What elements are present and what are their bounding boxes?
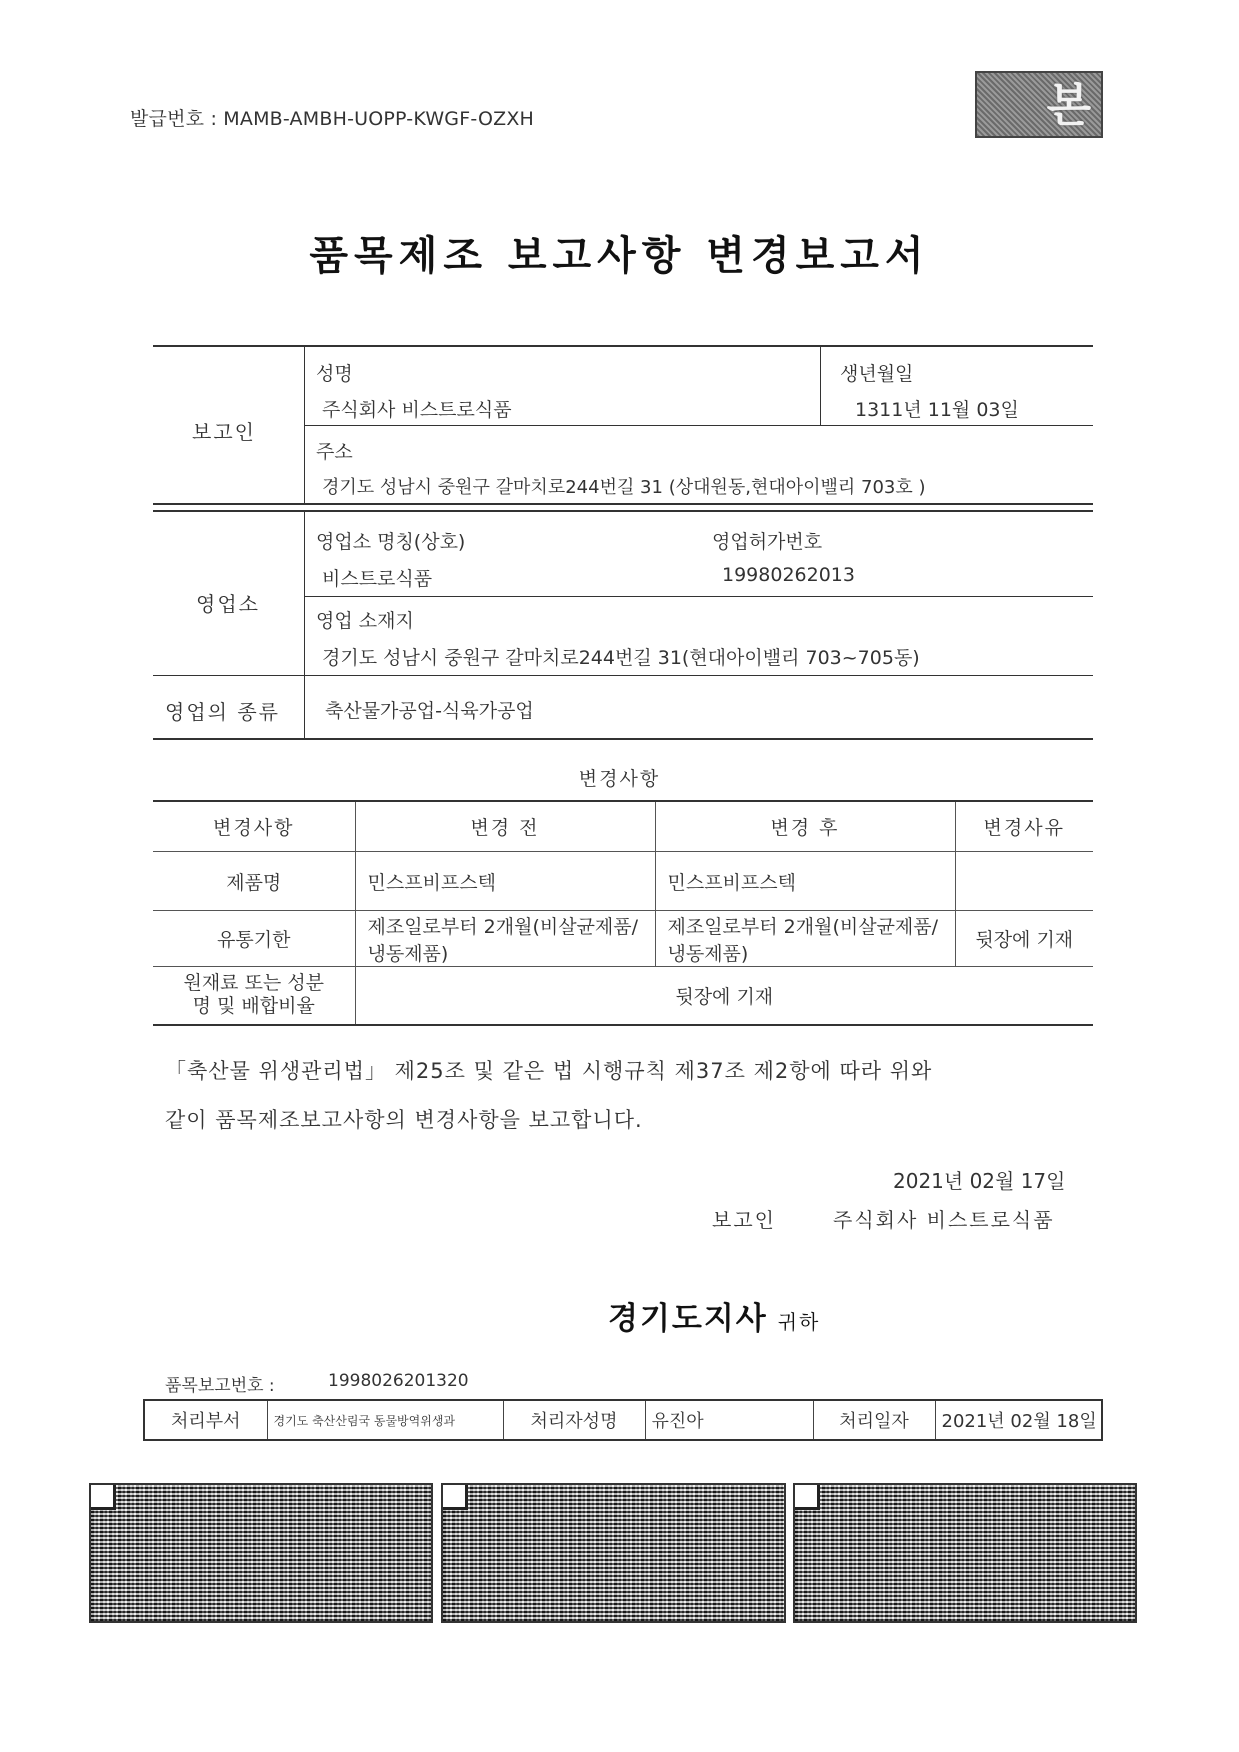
- business-type-label: 영업의 종류: [165, 700, 280, 724]
- value-after: 민스프비프스텍: [655, 852, 955, 911]
- change-item: 제품명: [153, 852, 355, 911]
- column-header: 변경 후: [655, 801, 955, 852]
- reporter-section-label: 보고인: [192, 420, 256, 444]
- changes-heading: 변경사항: [578, 768, 661, 790]
- business-divider: [304, 510, 305, 740]
- stamp-character: 본: [1046, 78, 1091, 132]
- change-item: [153, 967, 355, 1025]
- birth-date: 1311년 11월 03일: [855, 399, 1019, 421]
- verification-barcode-3: [793, 1483, 1137, 1623]
- handler-label: 처리자성명: [503, 1400, 645, 1440]
- table-row: [153, 911, 1093, 967]
- change-reason: 뒷장에 기재: [955, 911, 1093, 967]
- change-reason: [955, 852, 1093, 911]
- section-bottom-rule: [153, 738, 1093, 740]
- change-item: 유통기한: [153, 911, 355, 967]
- birth-label: 생년월일: [840, 363, 914, 385]
- value-after: 제조일로부터 2개월(비살균제품/냉동제품): [655, 911, 955, 967]
- signer-name: 주식회사 비스트로식품: [833, 1208, 1055, 1232]
- honorific: 귀하: [777, 1310, 821, 1334]
- business-type-rule: [153, 675, 1093, 676]
- reporter-divider: [304, 345, 305, 503]
- value-before: 제조일로부터 2개월(비살균제품/냉동제품): [355, 911, 655, 967]
- section-top-rule: [153, 345, 1093, 347]
- business-name-label: 영업소 명칭(상호): [316, 531, 466, 553]
- column-header: 변경사항: [153, 801, 355, 852]
- processing-table: [143, 1399, 1103, 1441]
- addressee-name: 경기도지사: [608, 1301, 768, 1337]
- changes-table: [153, 800, 1093, 1026]
- name-label: 성명: [316, 363, 353, 385]
- business-type: 축산물가공업-식육가공업: [325, 700, 534, 722]
- location-label: 영업 소재지: [316, 610, 414, 632]
- ingredients-item-line2: 명 및 배합비율: [192, 995, 315, 1018]
- document-title: 품목제조 보고사항 변경보고서: [309, 233, 930, 279]
- signer-label: 보고인: [712, 1208, 776, 1232]
- table-row: [153, 967, 1093, 1025]
- business-top-rule: [153, 510, 1093, 512]
- statement-line-1: 「축산물 위생관리법」 제25조 및 같은 법 시행규칙 제37조 제2항에 따라 위와: [165, 1059, 933, 1083]
- value-before: 민스프비프스텍: [355, 852, 655, 911]
- reporter-address: 경기도 성남시 중원구 갈마치로244번길 31 (상대원동,현대아이밸리 703호 ): [322, 477, 926, 498]
- process-date-value: 2021년 02월 18일: [935, 1400, 1102, 1440]
- process-date-label: 처리일자: [813, 1400, 935, 1440]
- business-section-label: 영업소: [196, 592, 260, 616]
- table-row: [153, 852, 1093, 911]
- license-number: 19980262013: [722, 564, 855, 586]
- ingredients-value: 뒷장에 기재: [355, 967, 1093, 1025]
- ingredients-item-line1: 원재료 또는 성분: [183, 972, 325, 995]
- report-number-label: 품목보고번호 :: [165, 1376, 275, 1396]
- table-row: [144, 1400, 1102, 1440]
- reporter-bottom-rule: [153, 503, 1093, 505]
- verification-barcode-2: [441, 1483, 786, 1623]
- statement-line-2: 같이 품목제조보고사항의 변경사항을 보고합니다.: [165, 1108, 643, 1132]
- report-date: 2021년 02월 17일: [893, 1169, 1066, 1193]
- reporter-name: 주식회사 비스트로식품: [322, 399, 512, 421]
- address-label: 주소: [316, 441, 353, 463]
- verification-barcode-1: [89, 1483, 433, 1623]
- issue-number: 발급번호 : MAMB-AMBH-UOPP-KWGF-OZXH: [130, 108, 535, 130]
- report-number: 1998026201320: [328, 1371, 469, 1391]
- column-header: 변경 전: [355, 801, 655, 852]
- column-header: 변경사유: [955, 801, 1093, 852]
- addressee: [608, 1293, 820, 1338]
- dept-value: 경기도 축산산림국 동물방역위생과: [267, 1400, 503, 1440]
- reporter-mid-rule: [304, 425, 1093, 426]
- business-name: 비스트로식품: [322, 568, 433, 590]
- dept-label: 처리부서: [144, 1400, 267, 1440]
- business-location: 경기도 성남시 중원구 갈마치로244번길 31(현대아이밸리 703~705동): [322, 647, 920, 669]
- changes-header-row: [153, 801, 1093, 852]
- business-mid-rule: [304, 596, 1093, 597]
- handler-value: 유진아: [645, 1400, 813, 1440]
- license-label: 영업허가번호: [712, 531, 823, 553]
- birth-divider: [820, 345, 821, 425]
- original-stamp: [975, 71, 1103, 138]
